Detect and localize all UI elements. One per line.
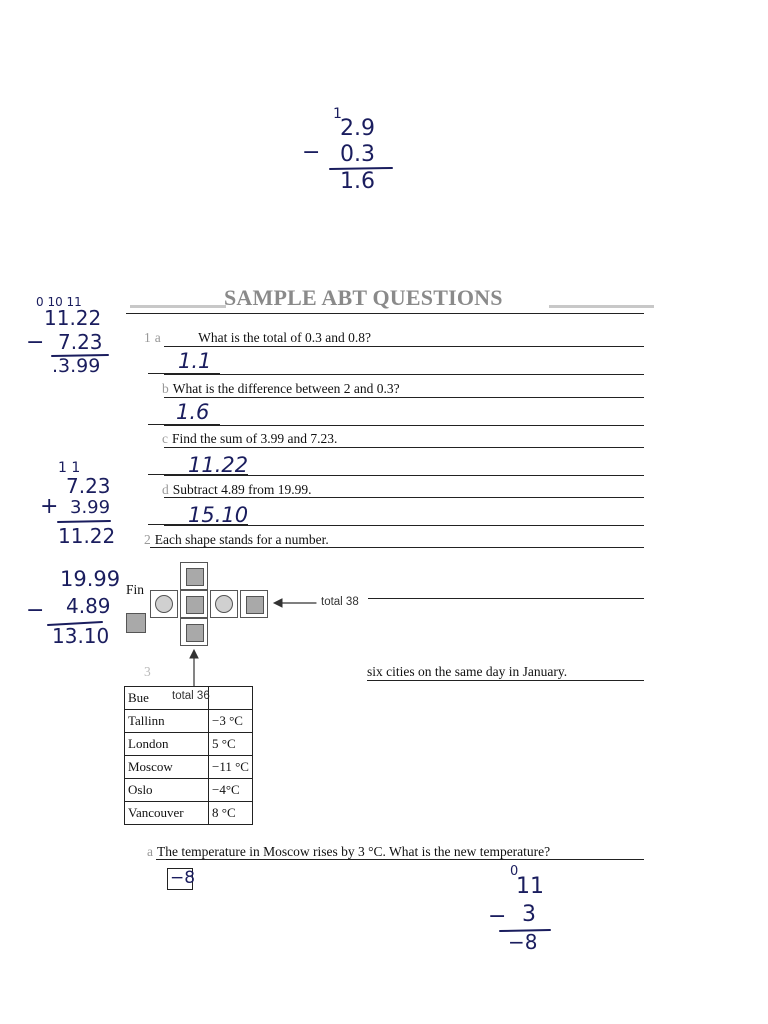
circle-shape-icon <box>215 595 233 613</box>
q3a-letter: a <box>147 844 153 859</box>
total-bottom-label: total 36 <box>172 690 210 702</box>
q3a-text-rule <box>156 859 644 860</box>
bottom-minus: − <box>488 904 507 929</box>
top-carry: 1 <box>333 106 342 122</box>
worksheet-title <box>128 285 656 313</box>
title-rule-right <box>549 305 654 308</box>
puzzle-cell-right2 <box>240 590 268 618</box>
q1c-answer: 11.22 <box>188 453 249 477</box>
margin-b-result: 11.22 <box>58 524 116 548</box>
q2-find-text: Fin <box>126 582 145 597</box>
q2-text-rule <box>150 547 644 548</box>
city-cell: Bue <box>125 687 209 710</box>
city-cell: Moscow <box>125 756 209 779</box>
q1b-text: What is the difference between 2 and 0.3? <box>172 381 400 396</box>
q2-prompt <box>144 532 329 548</box>
q1c-line <box>164 475 644 476</box>
city-cell: London <box>125 733 209 756</box>
city-cell: Tallinn <box>125 710 209 733</box>
margin-c-minus: − <box>26 598 45 623</box>
title-underline <box>126 313 644 314</box>
margin-b-line1: 7.23 <box>66 474 111 498</box>
arrow-left-icon <box>272 596 322 610</box>
q1c-letter: c <box>162 431 168 446</box>
temp-cell: −11 °C <box>209 756 253 779</box>
margin-a-carry: 0 10 11 <box>36 295 82 309</box>
q1a-prompt <box>144 330 371 346</box>
q1d-text: Subtract 4.89 from 19.99. <box>172 482 312 497</box>
margin-b-carry: 1 1 <box>58 460 81 476</box>
title-rule-left <box>130 305 226 308</box>
puzzle-cell-top <box>180 562 208 590</box>
temp-cell: −4°C <box>209 779 253 802</box>
temp-cell <box>209 687 253 710</box>
q2-text: Each shape stands for a number. <box>154 532 329 547</box>
margin-a-line1: 11.22 <box>44 306 102 330</box>
margin-a-line2: 7.23 <box>58 330 103 354</box>
square-shape-icon <box>186 624 204 642</box>
square-shape-icon <box>186 596 204 614</box>
puzzle-cell-right1 <box>210 590 238 618</box>
q1d-letter: d <box>162 482 169 497</box>
margin-c-result: 13.10 <box>52 624 110 648</box>
q1d-line <box>164 525 644 526</box>
q2-number: 2 <box>144 532 151 547</box>
q1d-text-rule <box>164 497 644 498</box>
puzzle-cell-left <box>150 590 178 618</box>
table-row <box>125 710 253 733</box>
table-row <box>125 756 253 779</box>
q1c-text: Find the sum of 3.99 and 7.23. <box>172 431 338 446</box>
table-row <box>125 779 253 802</box>
bottom-carry: 0 <box>510 864 519 879</box>
q1-number: 1 <box>144 330 151 345</box>
title-text: SAMPLE ABT QUESTIONS <box>224 285 503 310</box>
puzzle-cell-bottom <box>180 618 208 646</box>
q1a-letter: a <box>154 330 161 345</box>
square-key-icon <box>126 613 146 633</box>
city-cell: Vancouver <box>125 802 209 825</box>
circle-shape-icon <box>155 595 173 613</box>
top-line1: 2.9 <box>340 116 375 141</box>
margin-c-line1: 19.99 <box>60 567 121 591</box>
top-line2: 0.3 <box>340 142 375 167</box>
q1c-text-rule <box>164 447 644 448</box>
top-minus: − <box>302 140 321 165</box>
temp-cell: 8 °C <box>209 802 253 825</box>
q1b-answer: 1.6 <box>176 400 210 424</box>
table-row <box>125 733 253 756</box>
q1d-answer: 15.10 <box>188 503 249 527</box>
puzzle-cell-center <box>180 590 208 618</box>
margin-c-line2: 4.89 <box>66 594 111 618</box>
q3-text: six cities on the same day in January. <box>367 664 568 679</box>
q3a-text: The temperature in Moscow rises by 3 °C. What is the new temperature? <box>157 844 551 859</box>
q1b-text-rule <box>164 397 644 398</box>
bottom-line2: 3 <box>522 902 536 927</box>
q1a-line <box>164 374 644 375</box>
q1d-prompt <box>162 482 311 498</box>
margin-b-line2: 3.99 <box>70 497 111 518</box>
square-shape-icon <box>246 596 264 614</box>
q3-text-rule <box>367 680 644 681</box>
table-row <box>125 802 253 825</box>
q1a-answer: 1.1 <box>178 349 212 373</box>
margin-a-result: .3.99 <box>52 355 101 377</box>
top-result: 1.6 <box>340 169 375 194</box>
q3-number: 3 <box>144 664 151 679</box>
q1a-text: What is the total of 0.3 and 0.8? <box>198 330 371 345</box>
q1a-text-rule <box>164 346 644 347</box>
arrow-up-icon <box>187 648 201 688</box>
square-shape-icon <box>186 568 204 586</box>
q3a-answer: −8 <box>170 868 196 888</box>
temp-cell: −3 °C <box>209 710 253 733</box>
q3a-prompt <box>147 844 550 860</box>
temperature-table <box>124 686 253 825</box>
bottom-result: −8 <box>508 930 538 954</box>
q1c-prompt <box>162 431 337 447</box>
bottom-line1: 11 <box>516 874 544 899</box>
q2-answer-line <box>368 598 644 599</box>
q1b-prompt <box>162 381 400 397</box>
table-row <box>125 687 253 710</box>
total-right-label: total 38 <box>321 596 359 608</box>
margin-a-minus: − <box>26 330 45 355</box>
temp-cell: 5 °C <box>209 733 253 756</box>
margin-b-plus: + <box>40 494 59 519</box>
q1b-letter: b <box>162 381 169 396</box>
q1b-line <box>164 425 644 426</box>
city-cell: Oslo <box>125 779 209 802</box>
